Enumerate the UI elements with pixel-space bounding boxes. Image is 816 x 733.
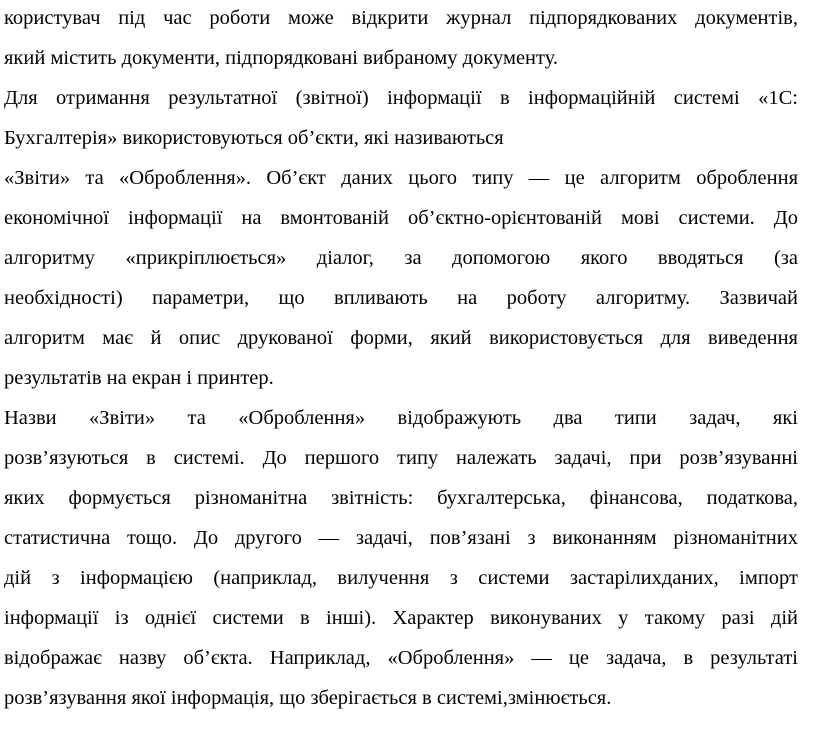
text-line: Назви «Звіти» та «Оброблення» відображують два типи задач, які (4, 407, 798, 429)
text-line: дій з інформацією (наприклад, вилучення з системи застарілихданих, імпорт (4, 567, 798, 589)
text-line: який містить документи, підпорядковані вибраному документу. (4, 47, 559, 69)
text-line: статистична тощо. До другого — задачі, пов’язані з виконанням різноманітних (4, 527, 798, 549)
text-line: відображає назву об’єкта. Наприклад, «Оброблення» — це задача, в результаті (4, 647, 798, 669)
text-line: алгоритм має й опис друкованої форми, який використовується для виведення (4, 327, 798, 349)
text-line: розв’язування якої інформація, що зберігається в системі,змінюється. (4, 687, 612, 709)
text-line: яких формується різноманітна звітність: бухгалтерська, фінансова, податкова, (4, 487, 798, 509)
text-line: економічної інформації на вмонтованій об’єктно-орієнтованій мові системи. До (4, 207, 798, 229)
text-line: «Звіти» та «Оброблення». Об’єкт даних цього типу — це алгоритм оброблення (4, 167, 798, 189)
text-line: Бухгалтерія» використовуються об’єкти, які називаються (4, 127, 504, 149)
text-line: результатів на екран і принтер. (4, 367, 274, 389)
text-line: Для отримання результатної (звітної) інформації в інформаційній системі «1С: (4, 87, 798, 109)
text-line: користувач під час роботи може відкрити журнал підпорядкованих документів, (4, 7, 798, 29)
text-line: інформації із однієї системи в інші). Характер виконуваних у такому разі дій (4, 607, 798, 629)
text-line: розв’язуються в системі. До першого типу належать задачі, при розв’язуванні (4, 447, 798, 469)
text-line: алгоритму «прикріплюється» діалог, за допомогою якого вводяться (за (4, 247, 798, 269)
text-line: необхідності) параметри, що впливають на роботу алгоритму. Зазвичай (4, 287, 798, 309)
